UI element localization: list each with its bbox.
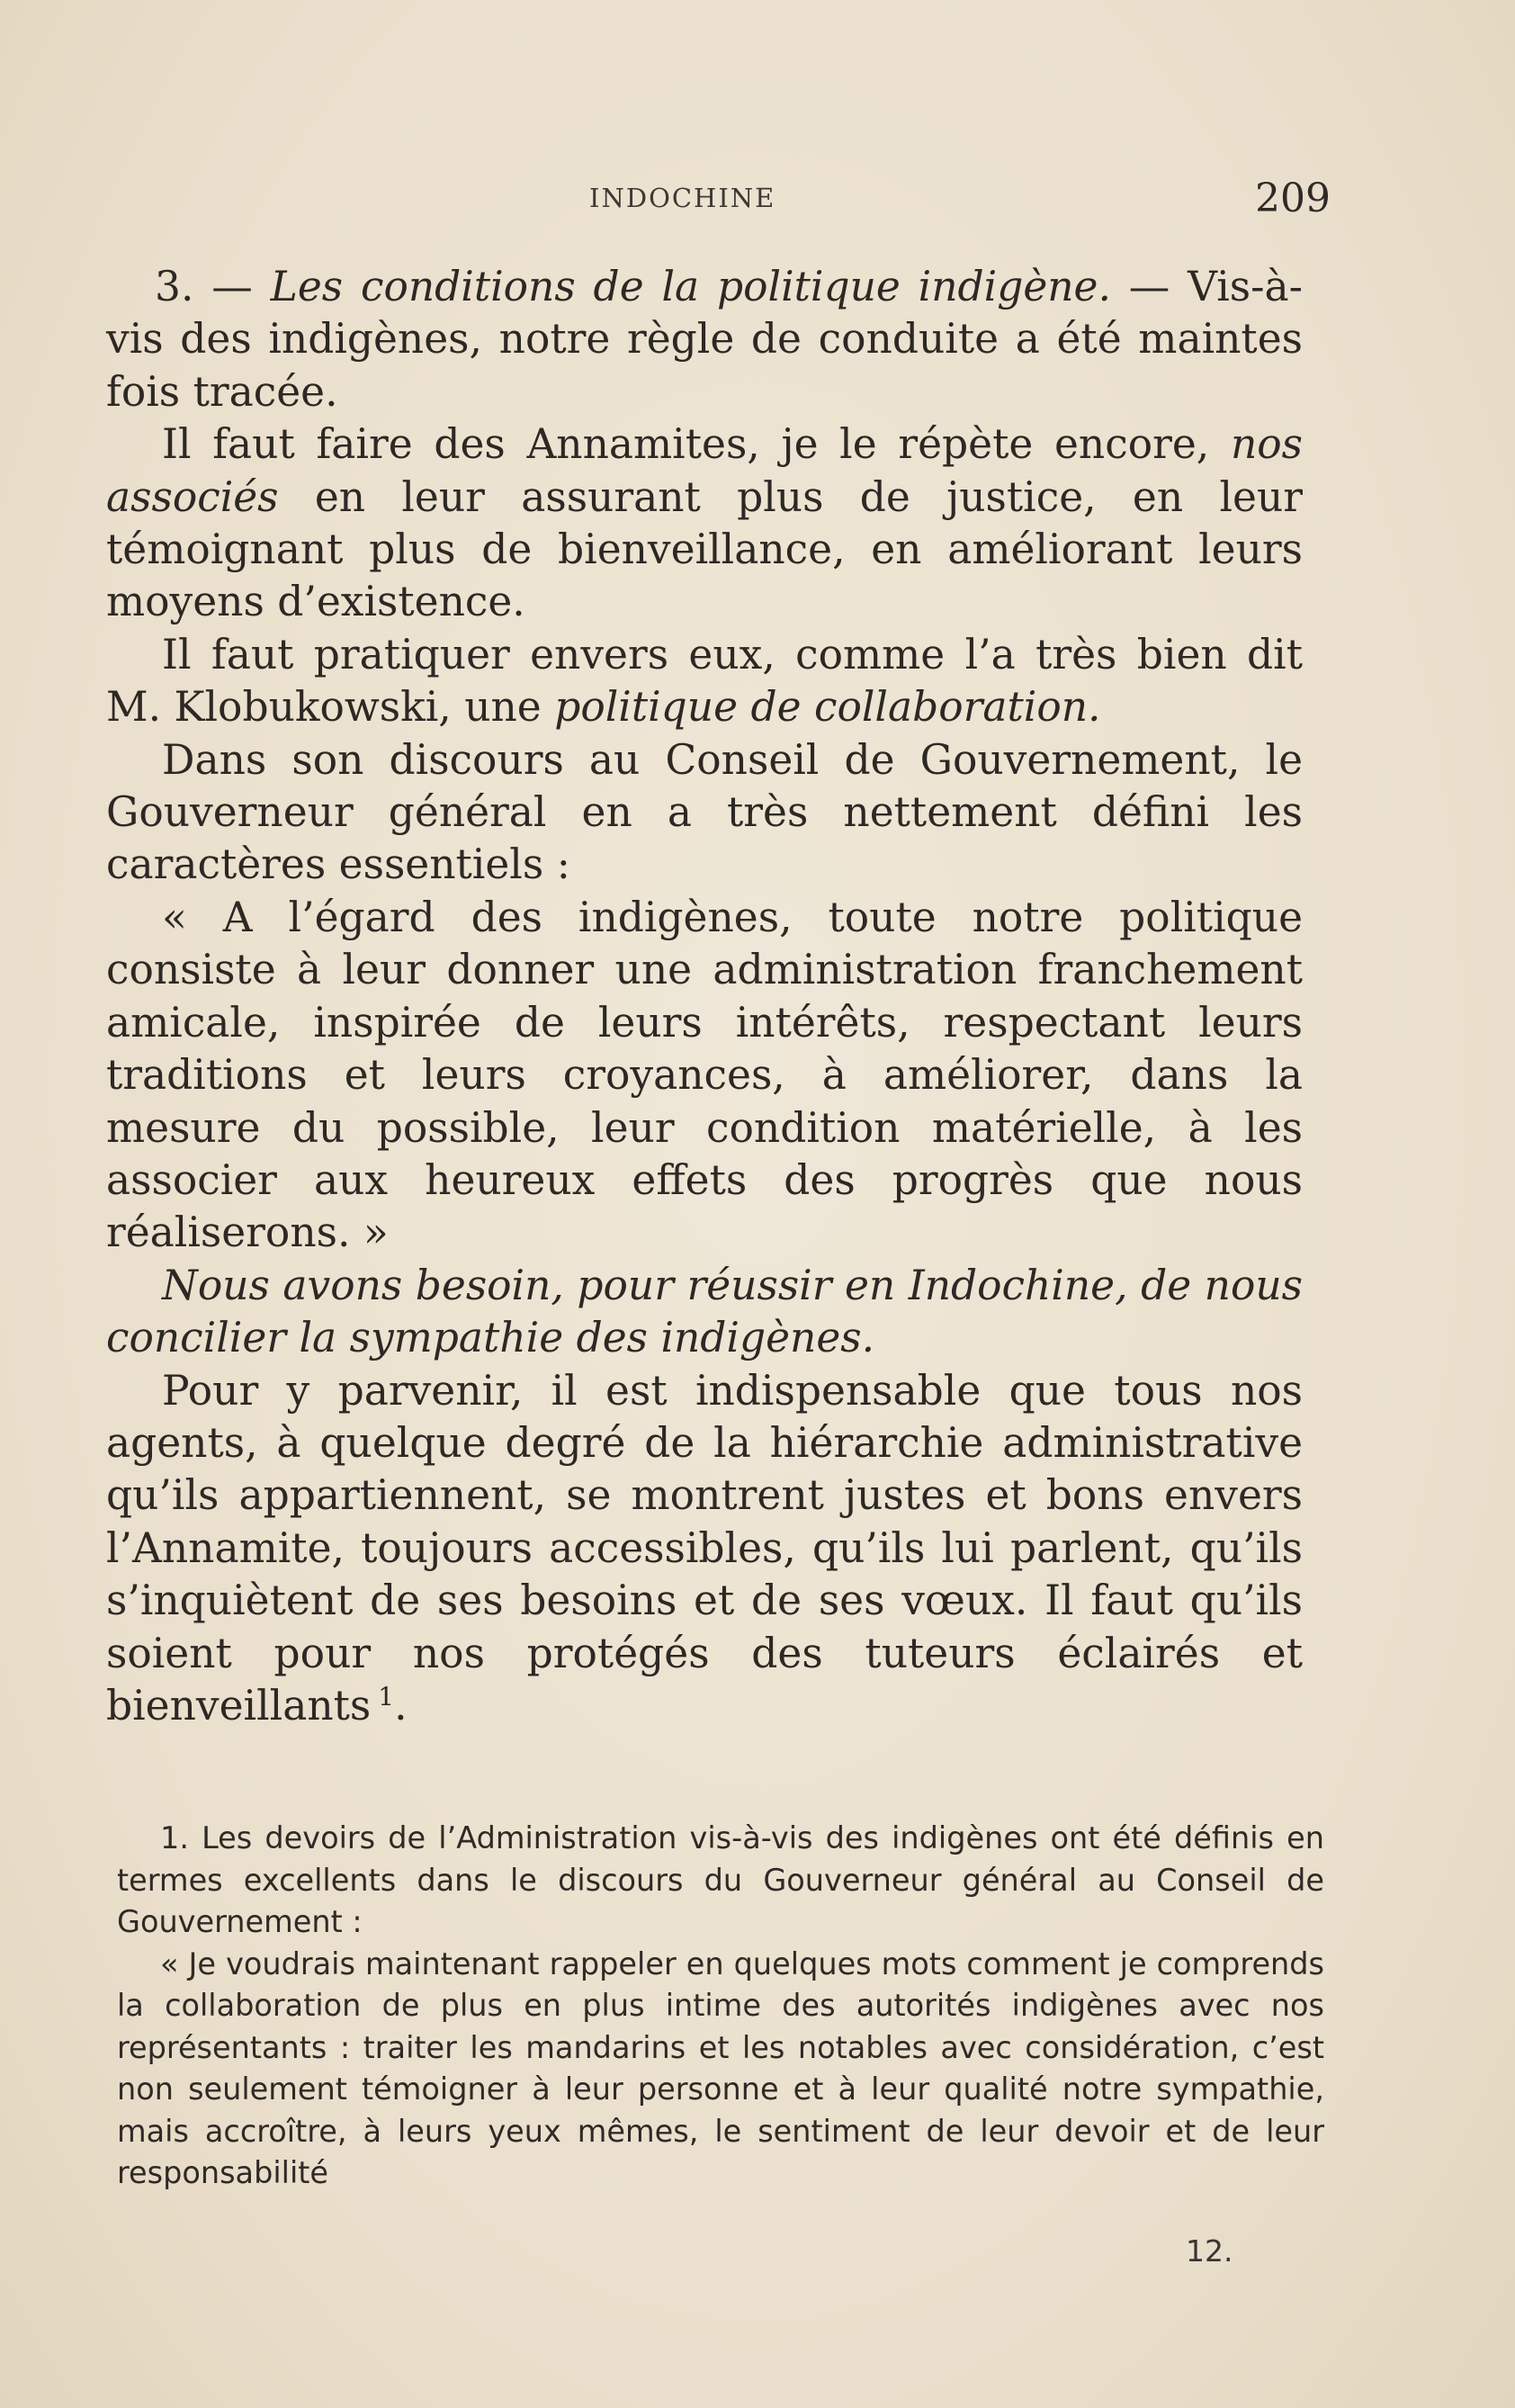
paragraph-2 (106, 629, 1303, 734)
paragraph-1 (106, 418, 1303, 629)
paragraph-1-emphasis: nos associés (106, 420, 1303, 521)
paragraph-5-emphasis: Nous avons besoin, pour réussir en Indochine, de nous concilier la sympathie des indigènes. (106, 1261, 1303, 1362)
running-head (0, 175, 1515, 220)
quote-paragraph: « A l’égard des indigènes, toute notre politique consiste à leur donner une administration franchement amicale, inspirée de leurs intérêts, respectant leurs traditions et leurs croyances, à améliorer, dans la mesure du possible, leur condition matérielle, à les associer aux heureux effets des progrès que nous réaliserons. » (106, 893, 1303, 1257)
paragraph-3: Dans son discours au Conseil de Gouvernement, le Gouverneur général en a très nettement défini les caractères essentiels : (106, 735, 1303, 889)
body-text (106, 261, 1303, 1732)
running-title: INDOCHINE (589, 183, 776, 213)
signature-mark: 12. (1186, 2233, 1233, 2269)
footnote-1-quote: « Je voudrais maintenant rappeler en quelques mots comment je comprends la collaboration de plus en plus intime des autorités indigènes avec nos représentants : traiter les mandarins et les notables avec considération, c’est non seulement témoigner à leur personne et à leur qualité notre sympathie, mais accroître, à leurs yeux mêmes, le sentiment de leur devoir et de leur responsabilité (117, 1945, 1324, 2190)
footnotes (117, 1818, 1324, 2195)
section-lead: — Vis-à-vis des indigènes, notre règle de conduite a été maintes fois tracée. (106, 263, 1303, 416)
footnote-1: 1. Les devoirs de l’Administration vis-à-vis des indigènes ont été définis en termes excellents dans le discours du Gouverneur général au Conseil de Gouvernement : (117, 1820, 1324, 1939)
footnote-reference[interactable]: 1 (378, 1681, 395, 1712)
paragraph-2-emphasis: politique de collaboration. (554, 683, 1101, 732)
paragraph-6 (106, 1365, 1303, 1733)
paragraph-1-text-b: en leur assurant plus de justice, en leur témoignant plus de bienveillance, en améliorant leurs moyens d’existence. (106, 472, 1303, 626)
paragraph-5 (106, 1260, 1303, 1365)
page-number: 209 (1255, 175, 1331, 221)
paragraph-1-text-a: Il faut faire des Annamites, je le répète encore, (162, 420, 1231, 469)
paragraph-2-text: Il faut pratiquer envers eux, comme l’a très bien dit M. Klobukowski, une (106, 630, 1303, 732)
paragraph-6-text: Pour y parvenir, il est indispensable que tous nos agents, à quelque degré de la hiérarchie administrative qu’ils appartiennent, se montrent justes et bons envers l’Annamite, toujours accessibles, qu’ils lui parlent, qu’ils s’inquiètent de ses besoins et de ses vœux. Il faut qu’ils soient pour nos protégés des tuteurs éclairés et bienveillants (106, 1366, 1303, 1730)
section-paragraph (106, 261, 1303, 418)
section-number: 3. — (155, 263, 271, 310)
section-title: Les conditions de la politique indigène. (270, 263, 1111, 310)
paragraph-6-end: . (394, 1681, 408, 1730)
